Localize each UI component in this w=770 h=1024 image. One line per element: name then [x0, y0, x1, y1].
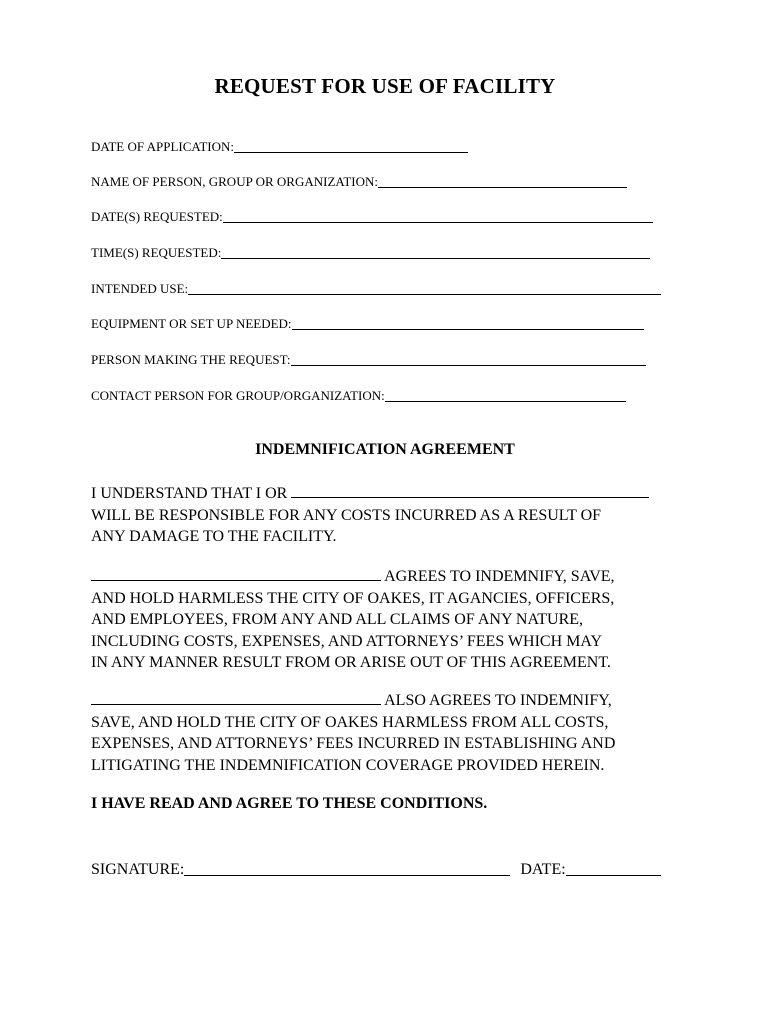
- signature-row: [91, 857, 661, 879]
- indemnify-line-4: INCLUDING COSTS, EXPENSES, AND ATTORNEYS’ FEES WHICH MAY: [91, 632, 603, 650]
- date-of-application-input-line[interactable]: [234, 140, 468, 153]
- name-of-person-input-line[interactable]: [378, 175, 627, 188]
- date-of-application-label: DATE OF APPLICATION:: [91, 139, 235, 154]
- contact-person-input-line[interactable]: [385, 389, 626, 402]
- responsibility-line-1: [91, 483, 691, 505]
- person-making-request-input-line[interactable]: [291, 353, 646, 366]
- hold-harmless-line-1: [91, 690, 691, 712]
- times-requested-input-line[interactable]: [221, 246, 650, 259]
- signature-date-input-line[interactable]: [566, 861, 661, 876]
- date-of-application-field: [91, 137, 468, 155]
- intended-use-field: [91, 279, 661, 297]
- dates-requested-label: DATE(S) REQUESTED:: [91, 209, 223, 224]
- times-requested-label: TIME(S) REQUESTED:: [91, 245, 222, 260]
- person-making-request-field: [91, 350, 646, 368]
- name-of-person-field: [91, 172, 627, 190]
- hold-harmless-party-blank[interactable]: [91, 690, 381, 705]
- contact-person-label: CONTACT PERSON FOR GROUP/ORGANIZATION:: [91, 388, 385, 403]
- equipment-field: [91, 314, 644, 332]
- form-title: REQUEST FOR USE OF FACILITY: [214, 74, 556, 98]
- indemnify-line-5: IN ANY MANNER RESULT FROM OR ARISE OUT OF THIS AGREEMENT.: [91, 654, 611, 671]
- equipment-label: EQUIPMENT OR SET UP NEEDED:: [91, 316, 292, 331]
- indemnify-line-1: [91, 566, 691, 588]
- responsible-party-blank[interactable]: [291, 483, 649, 498]
- agreement-confirmation: I HAVE READ AND AGREE TO THESE CONDITIONS.: [91, 795, 488, 812]
- hold-harmless-paragraph: [91, 690, 691, 776]
- responsibility-line-2: WILL BE RESPONSIBLE FOR ANY COSTS INCURRED AS A RESULT OF: [91, 506, 602, 524]
- indemnify-paragraph: [91, 566, 691, 674]
- name-of-person-label: NAME OF PERSON, GROUP OR ORGANIZATION:: [91, 174, 378, 189]
- person-making-request-label: PERSON MAKING THE REQUEST:: [91, 352, 291, 367]
- responsibility-paragraph: [91, 483, 691, 548]
- intended-use-label: INTENDED USE:: [91, 281, 189, 296]
- hold-harmless-line-3: EXPENSES, AND ATTORNEYS’ FEES INCURRED IN ESTABLISHING AND: [91, 735, 616, 752]
- contact-person-field: [91, 386, 626, 404]
- date-label: DATE:: [520, 861, 566, 878]
- indemnify-text-1: AGREES TO INDEMNIFY, SAVE,: [381, 568, 615, 585]
- responsibility-line-3: ANY DAMAGE TO THE FACILITY.: [91, 528, 337, 545]
- indemnify-line-2: AND HOLD HARMLESS THE CITY OF OAKES, IT AGANCIES, OFFICERS,: [91, 589, 615, 607]
- hold-harmless-text-1: ALSO AGREES TO INDEMNIFY,: [381, 692, 612, 709]
- hold-harmless-line-2: SAVE, AND HOLD THE CITY OF OAKES HARMLESS FROM ALL COSTS,: [91, 713, 609, 731]
- hold-harmless-line-4: LITIGATING THE INDEMNIFICATION COVERAGE PROVIDED HEREIN.: [91, 756, 605, 774]
- dates-requested-field: [91, 207, 653, 225]
- signature-label: SIGNATURE:: [91, 861, 185, 878]
- signature-input-line[interactable]: [184, 861, 510, 876]
- equipment-input-line[interactable]: [292, 317, 644, 330]
- indemnify-line-3: AND EMPLOYEES, FROM ANY AND ALL CLAIMS OF ANY NATURE,: [91, 611, 584, 628]
- indemnifying-party-blank[interactable]: [91, 566, 381, 581]
- times-requested-field: [91, 243, 650, 261]
- indemnification-heading: INDEMNIFICATION AGREEMENT: [255, 441, 515, 458]
- dates-requested-input-line[interactable]: [223, 210, 653, 223]
- intended-use-input-line[interactable]: [188, 282, 661, 295]
- responsibility-text-1: I UNDERSTAND THAT I OR: [91, 485, 292, 502]
